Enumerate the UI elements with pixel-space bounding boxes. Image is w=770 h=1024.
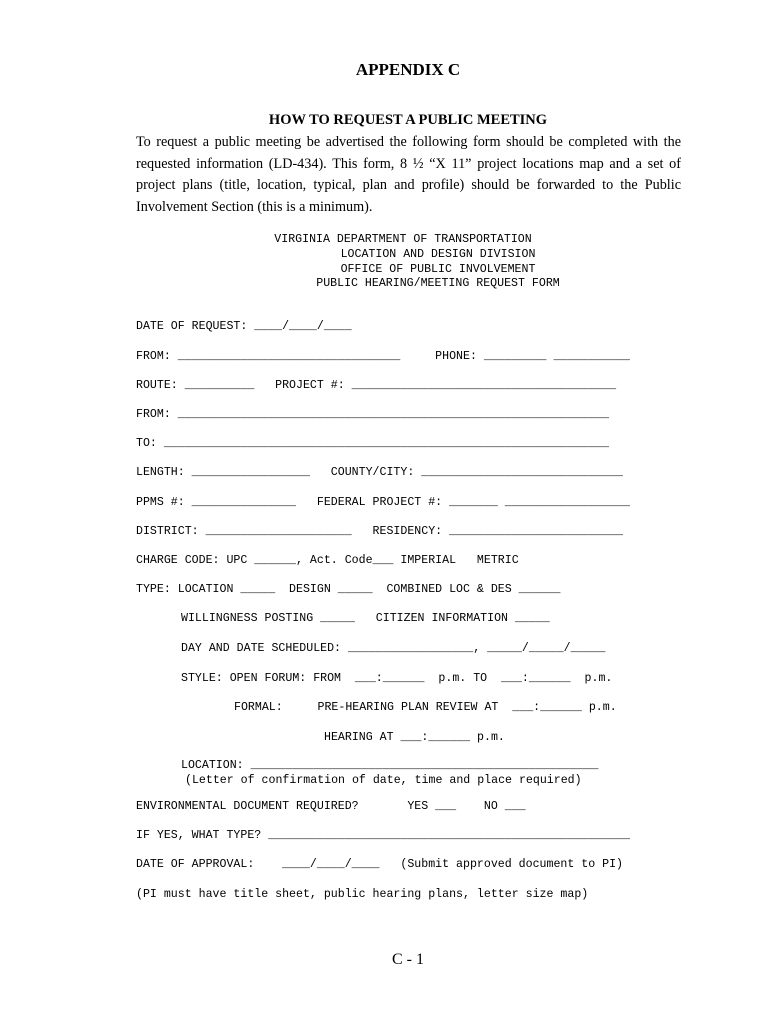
district-residency-fields[interactable]: DISTRICT: _____________________ RESIDENCY: _________________________: [136, 525, 624, 538]
ppms-federal-fields[interactable]: PPMS #: _______________ FEDERAL PROJECT #: _______ __________________: [136, 496, 630, 509]
letter-confirmation-note: (Letter of confirmation of date, time and place required): [185, 774, 582, 787]
page-number: C - 1: [392, 951, 424, 968]
appendix-title: APPENDIX C: [355, 60, 461, 79]
route-project-fields[interactable]: ROUTE: __________ PROJECT #: ______________________________________: [136, 379, 617, 392]
formal-prehearing-field[interactable]: FORMAL: PRE-HEARING PLAN REVIEW AT ___:______ p.m.: [234, 701, 617, 714]
length-county-fields[interactable]: LENGTH: _________________ COUNTY/CITY: _____________________________: [136, 466, 624, 479]
form-header-agency: VIRGINIA DEPARTMENT OF TRANSPORTATION: [274, 233, 532, 246]
type-fields[interactable]: TYPE: LOCATION _____ DESIGN _____ COMBINED LOC & DES ______: [136, 583, 561, 596]
intro-paragraph: To request a public meeting be advertised the following form should be completed with the requested information (LD-434). This form, 8 ½ “X 11” project locations map and a set of project plans (title, location, typical, plan and profile) should be forwarded to the Public Involvement Section (this is a minimum).: [136, 134, 681, 215]
form-header-office: OFFICE OF PUBLIC INVOLVEMENT: [340, 263, 536, 276]
environmental-document-field[interactable]: ENVIRONMENTAL DOCUMENT REQUIRED? YES ___ NO ___: [136, 800, 526, 813]
form-header-form-title: PUBLIC HEARING/MEETING REQUEST FORM: [316, 277, 560, 290]
from-phone-fields[interactable]: FROM: ________________________________ PHONE: _________ ___________: [136, 350, 630, 363]
to-location-field[interactable]: TO: ________________________________________________________________: [136, 437, 610, 450]
hearing-at-field[interactable]: HEARING AT ___:______ p.m.: [324, 731, 505, 744]
location-field[interactable]: LOCATION: __________________________________________________: [181, 759, 599, 772]
date-of-request-field[interactable]: DATE OF REQUEST: ____/____/____: [136, 320, 352, 333]
from-location-field[interactable]: FROM: ______________________________________________________________: [136, 408, 610, 421]
if-yes-type-field[interactable]: IF YES, WHAT TYPE? ____________________________________________________: [136, 829, 630, 842]
pi-requirements-note: (PI must have title sheet, public hearing plans, letter size map): [136, 888, 589, 901]
section-title: HOW TO REQUEST A PUBLIC MEETING: [268, 112, 548, 128]
charge-code-fields[interactable]: CHARGE CODE: UPC ______, Act. Code___ IMPERIAL METRIC: [136, 554, 519, 567]
style-open-forum-fields[interactable]: STYLE: OPEN FORUM: FROM ___:______ p.m. TO ___:______ p.m.: [181, 672, 613, 685]
willingness-citizen-fields[interactable]: WILLINGNESS POSTING _____ CITIZEN INFORMATION _____: [181, 612, 550, 625]
date-of-approval-field[interactable]: DATE OF APPROVAL: ____/____/____ (Submit approved document to PI): [136, 858, 624, 871]
form-header-division: LOCATION AND DESIGN DIVISION: [340, 248, 536, 261]
day-date-scheduled-field[interactable]: DAY AND DATE SCHEDULED: __________________, _____/_____/_____: [181, 642, 606, 655]
